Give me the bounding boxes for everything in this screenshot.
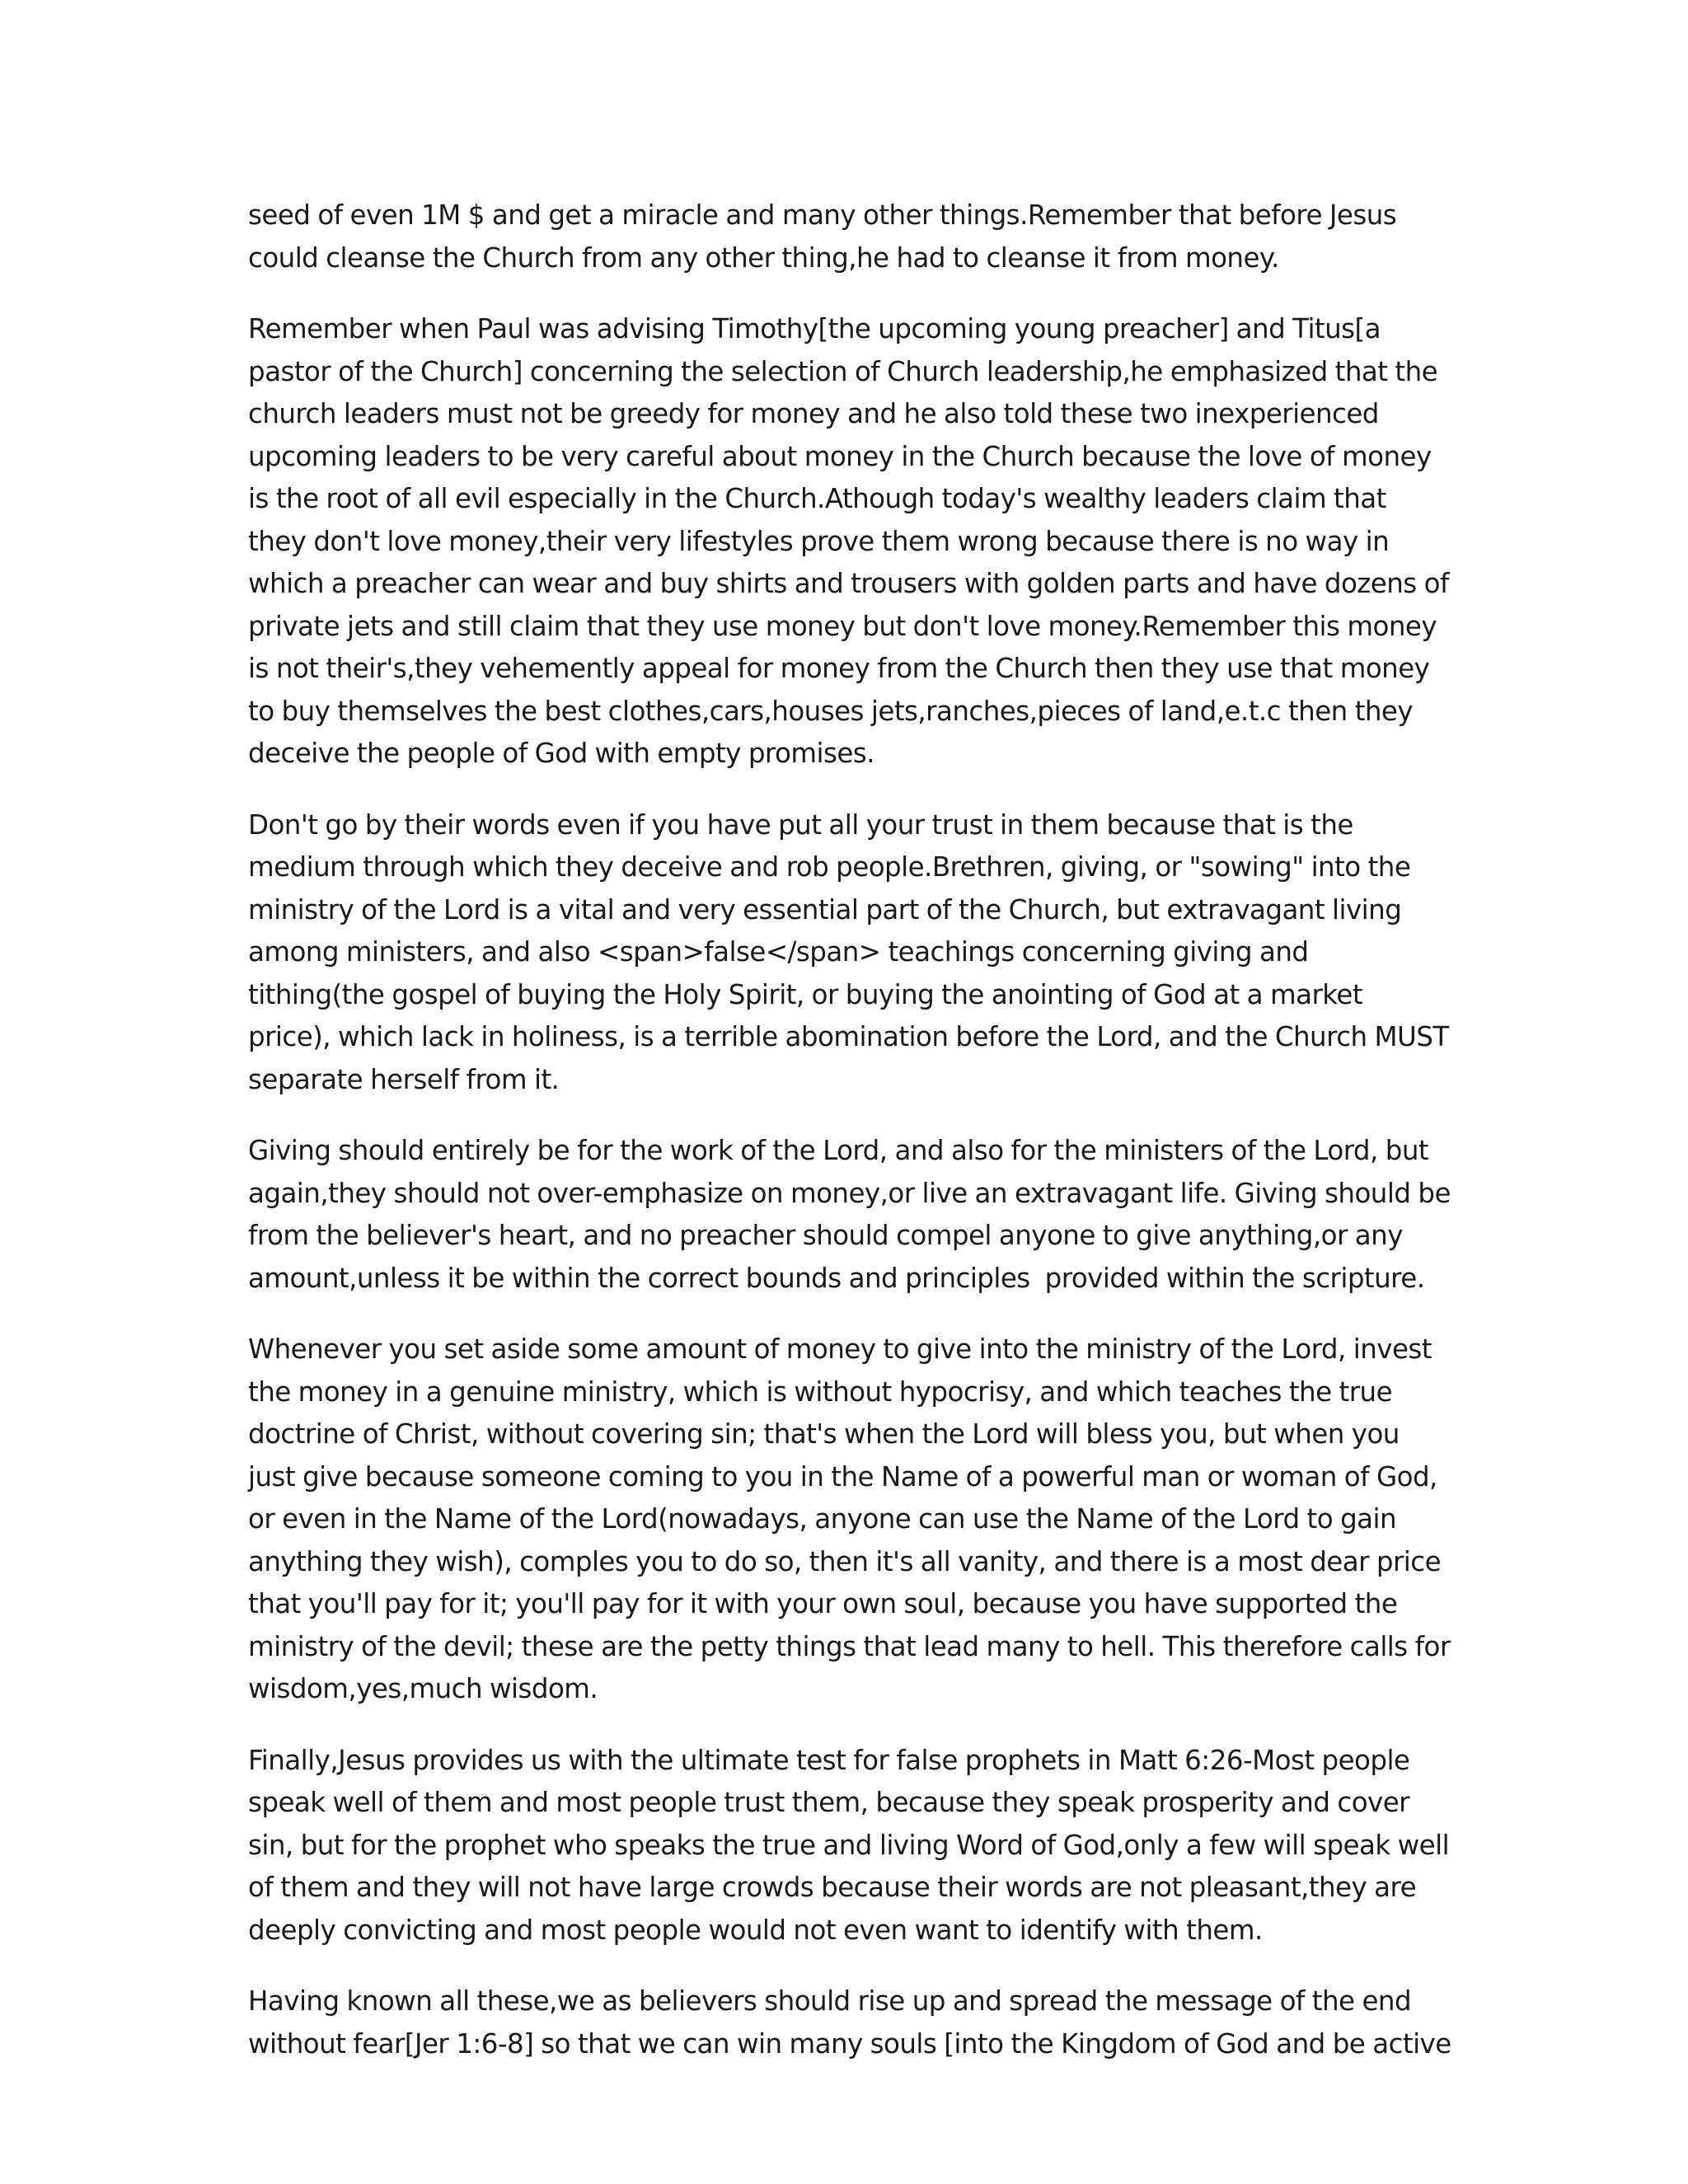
paragraph-7: Having known all these,we as believers should rise up and spread the message of the end without fear[Jer 1:6-8] so that we can win many souls [into the Kingdom of God and be active	[248, 1985, 1451, 2060]
paragraph-6: Finally,Jesus provides us with the ultimate test for false prophets in Matt 6:26-Most people speak well of them and most people trust them, because they speak prosperity and cover sin, but for the prophet who speaks the true and living Word of God,only a few will speak well of them and they will not have large crowds because their words are not pleasant,they are deeply convicting and most people would not even want to identify with them.	[248, 1744, 1457, 1946]
paragraph-2: Remember when Paul was advising Timothy[the upcoming young preacher] and Titus[a pastor of the Church] concerning the selection of Church leadership,he emphasized that the church leaders must not be greedy for money and he also told these two inexperienced upcoming leaders to be very careful about money in the Church because the love of money is the root of all evil especially in the Church.Athough today's wealthy leaders claim that they don't love money,their very lifestyles prove them wrong because there is no way in which a preacher can wear and buy shirts and trousers with golden parts and have dozens of private jets and still claim that they use money but don't love money.Remember this money is not their's,they vehemently appeal for money from the Church then they use that money to buy themselves the best clothes,cars,houses jets,ranches,pieces of land,e.t.c then they deceive the people of God with empty promises.	[248, 313, 1456, 769]
document-body	[248, 194, 1458, 2094]
paragraph-4: Giving should entirely be for the work of the Lord, and also for the ministers of the Lord, but again,they should not over-emphasize on money,or live an extravagant life. Giving should be from the believer's heart, and no preacher should compel anyone to give anything,or any amount,unless it be within the correct bounds and principles provided within the scripture.	[248, 1135, 1458, 1294]
paragraph-5: Whenever you set aside some amount of money to give into the ministry of the Lord, invest the money in a genuine ministry, which is without hypocrisy, and which teaches the true doctrine of Christ, without covering sin; that's when the Lord will bless you, but when you just give because someone coming to you in the Name of a powerful man or woman of God, or even in the Name of the Lord(nowadays, anyone can use the Name of the Lord to gain anything they wish), comples you to do so, then it's all vanity, and there is a most dear price that you'll pay for it; you'll pay for it with your own soul, because you have supported the ministry of the devil; these are the petty things that lead many to hell. This therefore calls for wisdom,yes,much wisdom.	[248, 1333, 1458, 1704]
paragraph-3: Don't go by their words even if you have put all your trust in them because that is the medium through which they deceive and rob people.Brethren, giving, or "sowing" into the ministry of the Lord is a vital and very essential part of the Church, but extravagant living among ministers, and also <span>false</span> teachings concerning giving and tithing(the gospel of buying the Holy Spirit, or buying the anointing of God at a market price), which lack in holiness, is a terrible abomination before the Lord, and the Church MUST separate herself from it.	[248, 808, 1456, 1095]
paragraph-1: seed of even 1M $ and get a miracle and many other things.Remember that before Jesus could cleanse the Church from any other thing,he had to cleanse it from money.	[248, 199, 1404, 274]
